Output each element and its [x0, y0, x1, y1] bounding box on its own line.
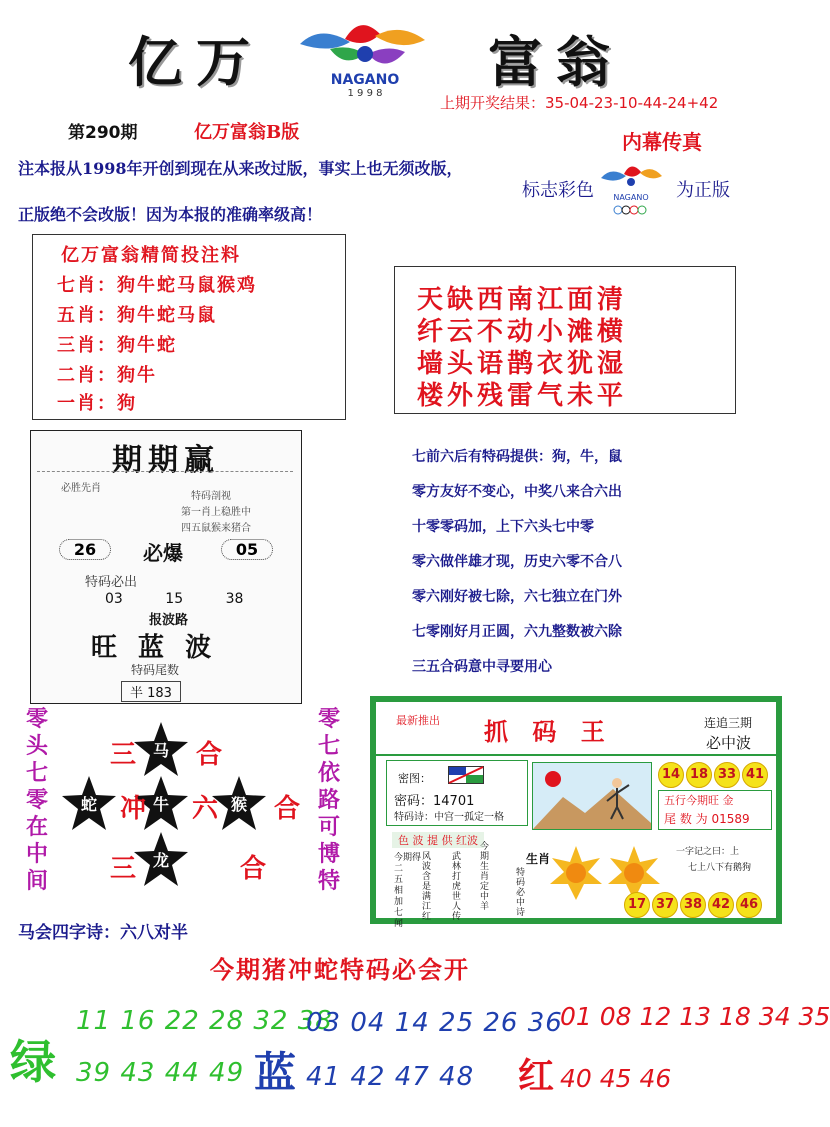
horse-poem: 马会四字诗：六八对半 — [18, 923, 188, 943]
number-ball: 37 — [652, 892, 678, 918]
column-text: 二五相加七闻 — [394, 864, 404, 929]
logo-left-text: 标志彩色 — [522, 180, 594, 201]
right-vertical-text: 零七依路可博特 — [318, 706, 341, 894]
hint-line: 三五合码意中寻要用心 — [412, 659, 552, 675]
number-ball: 14 — [658, 762, 684, 788]
pick-row: 三肖：狗牛蛇 — [57, 335, 177, 356]
scan-num: 03 — [105, 591, 123, 607]
notice-line-2: 正版绝不会改版！因为本报的准确率级高！ — [18, 205, 323, 224]
logo-text: NAGANO — [330, 72, 400, 88]
scan-right-num: 05 — [221, 539, 273, 560]
pick-row: 二肖：狗牛 — [57, 365, 157, 386]
zhuama-title: 抓 码 王 — [484, 717, 613, 746]
number-ball: 38 — [680, 892, 706, 918]
special-poem: 特码必中诗 — [516, 868, 526, 918]
poem-line: 墙头语鹊衣犹湿 — [417, 349, 628, 379]
number-ball: 17 — [624, 892, 650, 918]
star-ma: 马 — [152, 741, 169, 760]
scan-wave: 旺 蓝 波 — [91, 633, 218, 663]
secret-image — [448, 766, 484, 784]
number-ball: 46 — [736, 892, 762, 918]
red-numbers: 40 45 46 — [560, 1064, 672, 1093]
hint-line: 零方友好不变心，中奖八来合六出 — [412, 484, 622, 500]
scan-mid: 必爆 — [143, 541, 183, 565]
scan-teji: 特码必出 — [85, 575, 138, 590]
pick-row: 五肖：狗牛蛇马鼠 — [57, 305, 217, 326]
shengxiao-label: 生肖 — [526, 852, 551, 866]
col-label: 今期得 — [394, 853, 422, 863]
left-vertical-text: 零头七零在中间 — [26, 706, 49, 894]
hint-line: 七前六后有特码提供：狗，牛，鼠 — [412, 449, 622, 465]
star-long: 龙 — [152, 851, 169, 870]
bottom-balls — [624, 892, 764, 918]
pick-row: 一肖：狗 — [57, 393, 137, 414]
poem-line: 楼外残雷气未平 — [417, 381, 628, 411]
scan-left-num: 26 — [59, 539, 111, 560]
notice-line-1: 注本报从1998年开创到现在从来改过版，事实上也无须改版， — [18, 159, 463, 178]
number-ball: 42 — [708, 892, 734, 918]
number-ball: 18 — [686, 762, 712, 788]
insider: 内幕传真 — [622, 130, 702, 154]
poem-line: 纤云不动小滩横 — [417, 317, 628, 347]
last-result: 上期开奖结果：35-04-23-10-44-24+42 — [440, 94, 719, 112]
star-he3: 合 — [240, 854, 267, 884]
scan-tail: 半 183 — [121, 681, 181, 702]
blue-numbers: 03 04 14 25 26 36 — [306, 1008, 563, 1038]
one-word: 一字记之曰：上 — [676, 847, 740, 857]
star-hou: 猴 — [230, 795, 247, 814]
zhuama-box — [370, 696, 782, 929]
zhuama-latest: 最新推出 — [396, 714, 440, 727]
star-san1: 三 — [110, 740, 137, 770]
star-he2: 合 — [274, 794, 301, 824]
secret-poem: 特码诗：中宫一孤定一格 — [394, 812, 504, 823]
cartoon-image — [532, 762, 652, 830]
secret-code-icon — [449, 767, 483, 783]
scan-num: 15 — [165, 591, 184, 607]
scan-title: 期期赢 — [112, 443, 220, 478]
number-ball: 33 — [714, 762, 740, 788]
left-title: 亿万 — [128, 30, 264, 94]
secret-label: 密图： — [398, 772, 431, 785]
scan-small: 必胜先肖 — [61, 483, 101, 494]
wuxing: 五行今期旺 金 — [664, 794, 734, 807]
cartoon-icon — [533, 763, 651, 829]
zhuama-must: 必中波 — [706, 734, 752, 752]
scan-tema: 特码尾数 — [131, 663, 180, 677]
scan-small: 特码剖视 — [191, 491, 231, 502]
star-she: 蛇 — [80, 795, 97, 814]
green-numbers: 11 16 22 28 32 38 — [76, 1006, 333, 1036]
star-liu: 六 — [192, 794, 219, 824]
blue-label: 蓝 — [254, 1048, 297, 1097]
red-numbers: 01 08 12 13 18 34 35 — [560, 1002, 830, 1031]
star-niu: 牛 — [152, 795, 169, 814]
right-title: 富翁 — [488, 30, 624, 94]
updown: 七上八下有鹅狗 — [688, 863, 752, 873]
edition: 亿万富翁B版 — [194, 122, 300, 143]
hint-line: 零六刚好被七除，六七独立在门外 — [412, 589, 622, 605]
top-balls — [658, 762, 770, 788]
star-he1: 合 — [196, 740, 223, 770]
column-text: 风波含是满江红 — [422, 852, 432, 922]
scan-num: 38 — [225, 591, 244, 607]
red-label: 红 — [518, 1055, 555, 1097]
logo-right-text: 为正版 — [676, 180, 730, 201]
column-text: 武林打虎世人传 — [452, 852, 462, 922]
blue-numbers: 41 42 47 48 — [306, 1062, 475, 1092]
pick-row: 七肖：狗牛蛇马鼠猴鸡 — [57, 275, 257, 296]
scan-small: 四五鼠猴来猪合 — [181, 523, 251, 534]
issue-number: 第290期 — [68, 123, 138, 143]
logo-year: 1 9 9 8 — [347, 88, 383, 99]
svg-text:NAGANO: NAGANO — [613, 193, 649, 202]
hint-line: 七零刚好月正圆，六九整数被六除 — [412, 624, 622, 640]
number-ball: 41 — [742, 762, 768, 788]
star-san2: 三 — [110, 854, 137, 884]
poem-line: 天缺西南江面清 — [417, 285, 628, 315]
column-text: 今期生肖定中羊 — [480, 842, 490, 912]
scan-wave-label: 报波路 — [149, 613, 189, 628]
hint-line: 十零零码加，上下六头七中零 — [412, 519, 594, 535]
green-numbers: 39 43 44 49 — [76, 1058, 245, 1088]
star-chong: 冲 — [120, 794, 147, 824]
hint-line: 零六做伴雄才现，历史六零不合八 — [412, 554, 622, 570]
tail-number: 尾 数 为 01589 — [664, 812, 750, 826]
picks-title: 亿万富翁精简投注料 — [61, 245, 241, 266]
secret-code: 密码：14701 — [394, 794, 475, 809]
scan-small: 第一肖上稳胜中 — [181, 507, 251, 518]
zhuama-streak: 连追三期 — [704, 716, 753, 730]
green-label: 绿 — [10, 1035, 56, 1089]
wave-tabs: 色 波 提 供 红波 — [392, 832, 484, 848]
banner: 今期猪冲蛇特码必会开 — [210, 955, 470, 984]
